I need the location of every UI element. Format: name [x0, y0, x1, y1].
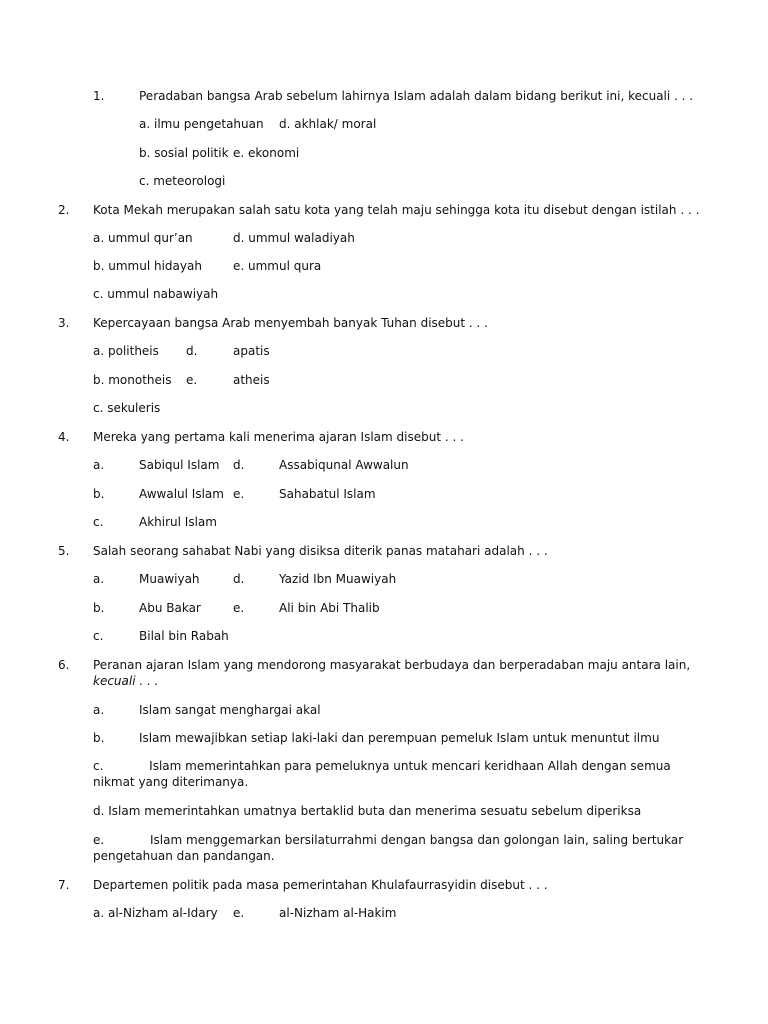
- q6-option-c-line2: nikmat yang diterimanya.: [93, 775, 249, 789]
- q3-option-e: atheis: [233, 373, 270, 387]
- q6-question-continued: kecuali . . .: [93, 674, 159, 688]
- q2-option-e: e. ummul qura: [233, 259, 322, 273]
- q4-option-c: Akhirul Islam: [139, 515, 217, 529]
- q7-option-e-letter: e.: [233, 906, 245, 920]
- q6-option-b-letter: b.: [93, 731, 105, 745]
- q3-question: Kepercayaan bangsa Arab menyembah banyak Tuhan disebut . . .: [93, 316, 488, 330]
- q5-question: Salah seorang sahabat Nabi yang disiksa diterik panas matahari adalah . . .: [93, 544, 548, 558]
- q4-question: Mereka yang pertama kali menerima ajaran Islam disebut . . .: [93, 430, 464, 444]
- q6-question: Peranan ajaran Islam yang mendorong masyarakat berbudaya dan berperadaban maju antara lain,: [93, 658, 691, 672]
- q2-option-b: b. ummul hidayah: [93, 259, 202, 273]
- q4-number: 4.: [58, 430, 70, 444]
- q1-option-d: d. akhlak/ moral: [279, 117, 377, 131]
- q5-option-b-letter: b.: [93, 601, 105, 615]
- q4-option-a: Sabiqul Islam: [139, 458, 220, 472]
- q1-option-e: e. ekonomi: [233, 146, 300, 160]
- q1-question: Peradaban bangsa Arab sebelum lahirnya Islam adalah dalam bidang berikut ini, kecuali . . .: [139, 89, 694, 103]
- q5-option-a-letter: a.: [93, 572, 105, 586]
- q2-option-a: a. ummul qur’an: [93, 231, 193, 245]
- q5-option-c-letter: c.: [93, 629, 104, 643]
- q4-option-d: Assabiqunal Awwalun: [279, 458, 409, 472]
- q5-number: 5.: [58, 544, 70, 558]
- q3-option-d: apatis: [233, 344, 270, 358]
- q2-question: Kota Mekah merupakan salah satu kota yang telah maju sehingga kota itu disebut dengan istilah . . .: [93, 203, 700, 217]
- q5-option-b: Abu Bakar: [139, 601, 201, 615]
- q6-option-e-line2: pengetahuan dan pandangan.: [93, 849, 275, 863]
- q4-option-e-letter: e.: [233, 487, 245, 501]
- q4-option-c-letter: c.: [93, 515, 104, 529]
- q5-option-a: Muawiyah: [139, 572, 200, 586]
- q4-option-a-letter: a.: [93, 458, 105, 472]
- q7-number: 7.: [58, 878, 70, 892]
- q2-option-c: c. ummul nabawiyah: [93, 287, 219, 301]
- q6-option-e-line1: e. Islam menggemarkan bersilaturrahmi dengan bangsa dan golongan lain, saling bertukar: [93, 833, 684, 847]
- q7-question: Departemen politik pada masa pemerintahan Khulafaurrasyidin disebut . . .: [93, 878, 548, 892]
- q2-option-d: d. ummul waladiyah: [233, 231, 355, 245]
- q6-number: 6.: [58, 658, 70, 672]
- q2-number: 2.: [58, 203, 70, 217]
- q6-option-d: d. Islam memerintahkan umatnya bertaklid buta dan menerima sesuatu sebelum diperiksa: [93, 804, 642, 818]
- q5-option-d: Yazid Ibn Muawiyah: [279, 572, 397, 586]
- q3-option-c: c. sekuleris: [93, 401, 161, 415]
- q6-option-b: Islam mewajibkan setiap laki-laki dan perempuan pemeluk Islam untuk menuntut ilmu: [139, 731, 660, 745]
- q6-option-c-line1: c. Islam memerintahkan para pemeluknya untuk mencari keridhaan Allah dengan semua: [93, 759, 671, 773]
- q7-option-a: a. al-Nizham al-Idary: [93, 906, 218, 920]
- q4-option-d-letter: d.: [233, 458, 245, 472]
- q5-option-e-letter: e.: [233, 601, 245, 615]
- q3-number: 3.: [58, 316, 70, 330]
- q7-option-e: al-Nizham al-Hakim: [279, 906, 397, 920]
- q1-option-a: a. ilmu pengetahuan: [139, 117, 264, 131]
- q3-option-a: a. politheis: [93, 344, 159, 358]
- q1-option-c: c. meteorologi: [139, 174, 226, 188]
- q3-option-e-letter: e.: [186, 373, 198, 387]
- q4-option-e: Sahabatul Islam: [279, 487, 376, 501]
- q3-option-d-letter: d.: [186, 344, 198, 358]
- q1-number: 1.: [93, 89, 105, 103]
- q6-option-a: Islam sangat menghargai akal: [139, 703, 321, 717]
- q1-option-b: b. sosial politik: [139, 146, 229, 160]
- q3-option-b: b. monotheis: [93, 373, 172, 387]
- q6-option-a-letter: a.: [93, 703, 105, 717]
- q5-option-d-letter: d.: [233, 572, 245, 586]
- q4-option-b-letter: b.: [93, 487, 105, 501]
- q5-option-e: Ali bin Abi Thalib: [279, 601, 380, 615]
- q5-option-c: Bilal bin Rabah: [139, 629, 229, 643]
- q4-option-b: Awwalul Islam: [139, 487, 224, 501]
